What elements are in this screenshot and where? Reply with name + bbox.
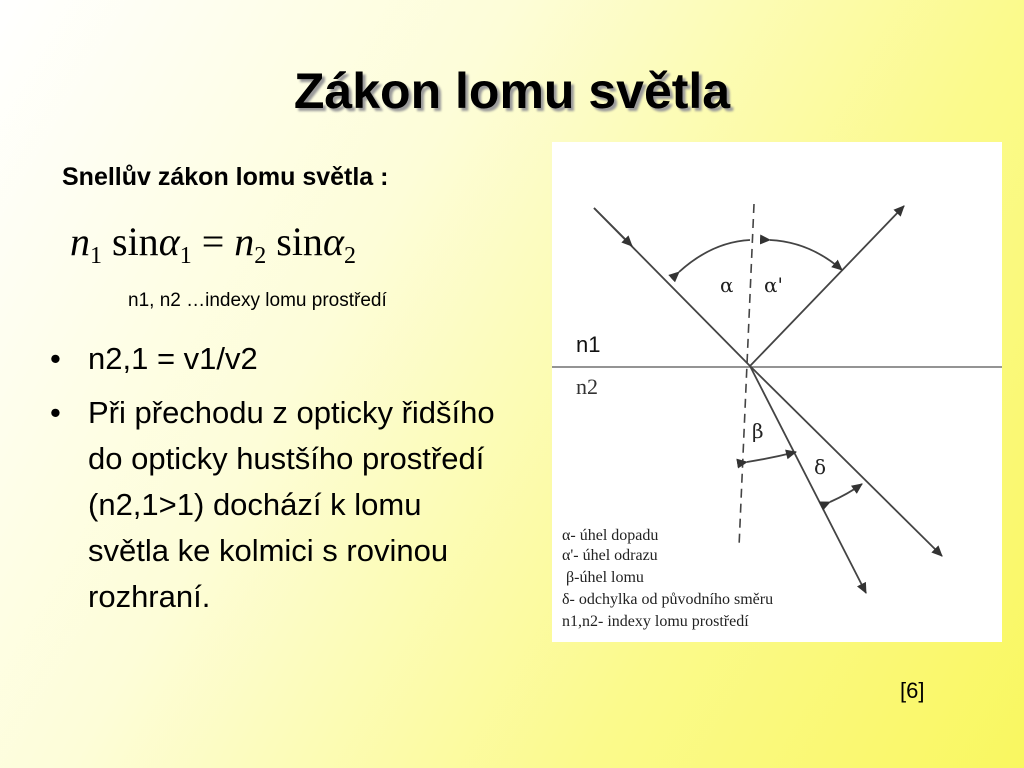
bullet-list xyxy=(40,336,510,628)
legend-line-4: δ- odchylka od původního směru xyxy=(562,591,774,608)
bullet-dot: • xyxy=(50,341,61,376)
slide-title: Zákon lomu světla xyxy=(293,63,731,119)
formula-equals: = xyxy=(201,219,225,264)
formula-alpha1-sub: 1 xyxy=(179,243,192,269)
label-n1: n1 xyxy=(576,332,601,357)
refracted-ray xyxy=(750,366,866,593)
label-alpha: α xyxy=(720,273,734,297)
normal-line xyxy=(739,204,754,547)
subtitle: Snellův zákon lomu světla : xyxy=(62,163,389,191)
bullet-dot: • xyxy=(50,395,61,430)
citation: [6] xyxy=(900,678,925,703)
bullet-text: n2,1 = v1/v2 xyxy=(88,341,258,376)
alpha-arc xyxy=(679,240,750,272)
label-beta: β xyxy=(752,419,764,443)
legend-line-2: α'- úhel odrazu xyxy=(562,547,658,564)
index-note: n1, n2 …indexy lomu prostředí xyxy=(128,290,387,311)
formula-alpha2-sub: 2 xyxy=(343,243,356,269)
legend-line-5: n1,n2- indexy lomu prostředí xyxy=(562,613,749,630)
legend-line-1: α- úhel dopadu xyxy=(562,527,659,544)
formula-sin2: sin xyxy=(276,219,323,264)
formula-alpha1: α xyxy=(158,219,180,264)
formula-n2-sub: 2 xyxy=(254,243,267,269)
formula-n1-sub: 1 xyxy=(90,243,102,269)
original-direction-ray xyxy=(750,366,942,556)
refraction-diagram-svg xyxy=(552,142,1002,642)
label-delta: δ xyxy=(814,455,827,479)
formula-sin1: sin xyxy=(112,219,159,264)
incident-arrow xyxy=(594,208,632,246)
formula-n1: n xyxy=(70,219,90,264)
legend-line-3: β-úhel lomu xyxy=(566,569,644,586)
delta-arc xyxy=(830,484,862,502)
bullet-item xyxy=(40,390,510,620)
beta-arc xyxy=(747,452,796,462)
bullet-text: Při přechodu z opticky řidšího do opticky hustšího prostředí (n2,1>1) dochází k lomu světla ke kolmici s rovinou rozhraní. xyxy=(88,395,495,614)
label-alpha-prime: α' xyxy=(764,273,784,297)
bullet-item xyxy=(40,336,510,382)
formula-alpha2: α xyxy=(322,219,344,264)
label-n2: n2 xyxy=(576,374,598,399)
refraction-diagram xyxy=(552,142,1002,642)
alpha-prime-arc xyxy=(770,240,842,270)
snell-formula xyxy=(70,218,356,270)
formula-n2: n xyxy=(234,219,255,264)
